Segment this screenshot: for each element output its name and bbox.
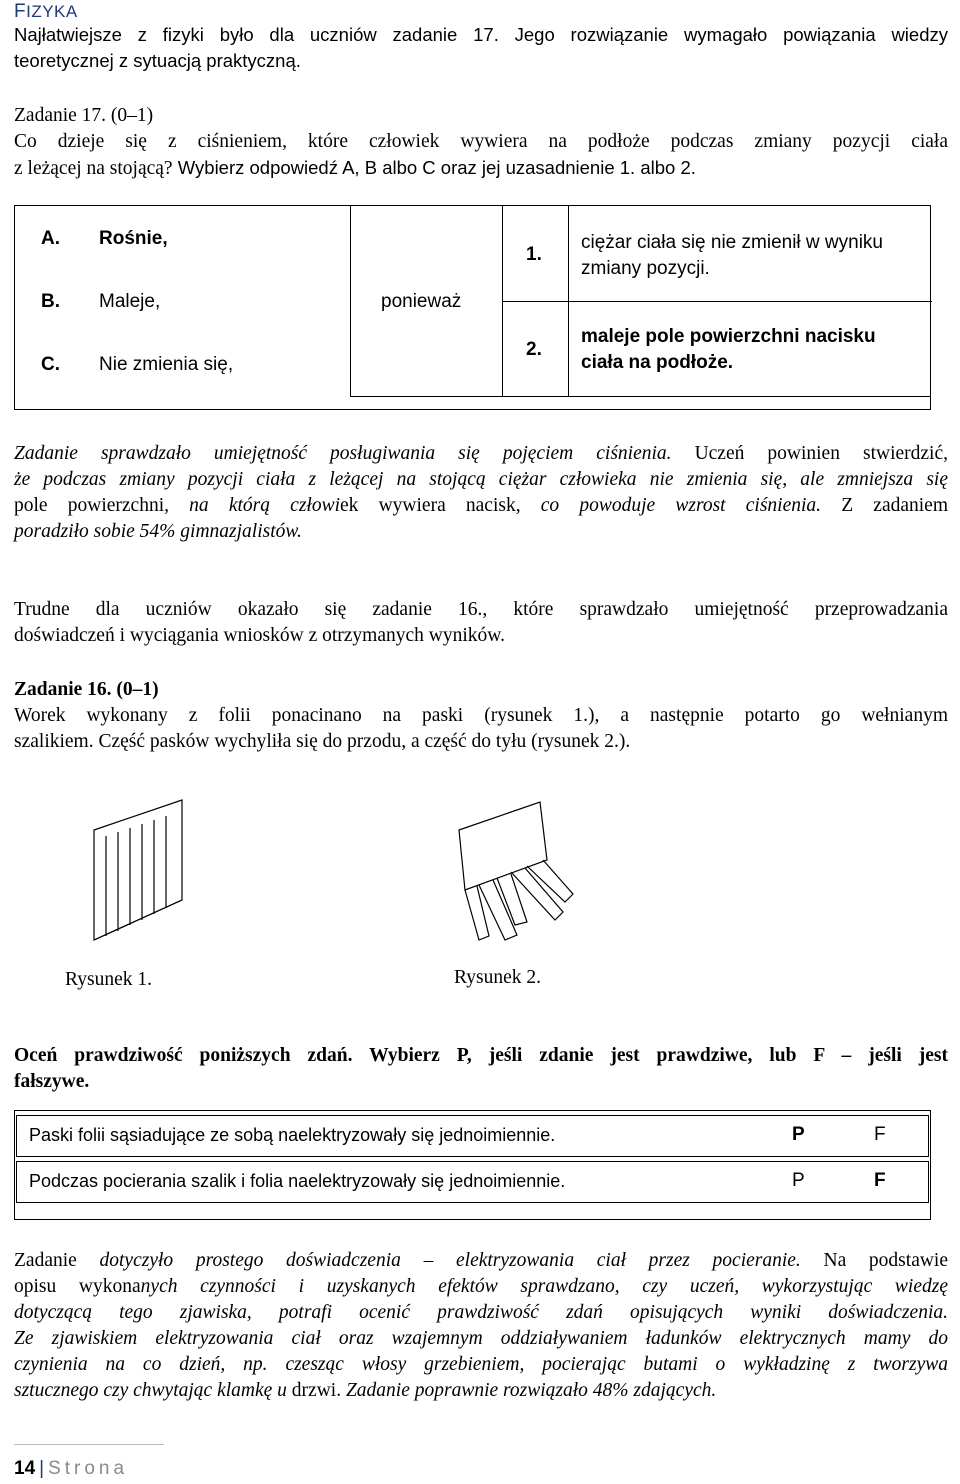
option-c-text: Nie zmienia się, [99, 354, 234, 375]
page-footer: 14 | Strona [14, 1458, 129, 1479]
intro-paragraph: Najłatwiejsze z fizyki było dla uczniów zadanie 17. Jego rozwiązanie wymagało powiązania wiedzy teoretycznej z sytuacją praktyczną. [14, 24, 948, 71]
option-a: A. [41, 228, 60, 249]
connector-label: ponieważ [381, 291, 462, 312]
statement-1-option-f[interactable]: F [874, 1124, 886, 1145]
section-header: FIZYKA [14, 1, 78, 22]
statement-1-option-p[interactable]: P [792, 1124, 805, 1145]
task17-question-line2: z leżącej na stojącą? Wybierz odpowiedź A, B albo C oraz jej uzasadnienie 1. albo 2. [14, 157, 696, 179]
task17-heading: Zadanie 17. (0–1) [14, 105, 154, 126]
reason-2-text: maleje pole powierzchni nacisku ciała na podłoże. [581, 326, 876, 373]
statement-2-option-p[interactable]: P [792, 1170, 805, 1191]
figure-2-strips [445, 790, 605, 960]
figure-2-caption: Rysunek 2. [454, 967, 541, 988]
figure-1-caption: Rysunek 1. [65, 969, 152, 990]
option-c: C. [41, 354, 60, 375]
statement-2-text: Podczas pocierania szalik i folia naelektryzowały się jednoimiennie. [29, 1171, 566, 1191]
table-divider [568, 301, 932, 302]
task16-comment: Zadanie dotyczyło prostego doświadczenia – elektryzowania ciał przez pocieranie. Na podstawie opisu wykonanych czynności i uzyskanych efektów sprawdzano, czy uczeń, wykorzystując wiedzę dotyczącą tego zjawiska, potrafi ocenić prawdziwość zdań opisujących wyniki doświadczenia. Ze zjawiskiem elektryzowania ciał oraz wzajemnym oddziaływaniem ładunków elektrycznych mamy do czynienia na co dzień, np. czesząc włosy grzebieniem, pocierając butami o wykładzinę z tworzywa sztucznego czy chwytając klamkę u drzwi. Zadanie poprawnie rozwiązało 48% zdających. [14, 1250, 948, 1401]
table-divider [350, 396, 930, 397]
reason-1-text: ciężar ciała się nie zmienił w wyniku zmiany pozycji. [581, 232, 883, 279]
figure-1-strips [80, 790, 200, 960]
reason-2-num: 2. [526, 339, 542, 360]
task17-question-line1: Co dzieje się z ciśnieniem, które człowiek wywiera na podłoże podczas zmiany pozycji ciała [14, 131, 948, 152]
option-a-text: Rośnie, [99, 228, 168, 249]
table-divider [502, 301, 568, 302]
task16-instruction: Oceń prawdziwość poniższych zdań. Wybierz P, jeśli zdanie jest prawdziwe, lub F – jeśli jest fałszywe. [14, 1045, 948, 1092]
page-number: 14 [14, 1458, 36, 1479]
true-false-table [14, 1110, 931, 1220]
footer-rule [14, 1444, 164, 1445]
statement-1-text: Paski folii sąsiadujące ze sobą naelektryzowały się jednoimiennie. [29, 1125, 556, 1145]
table-row [16, 1115, 929, 1157]
task16-intro: Trudne dla uczniów okazało się zadanie 16., które sprawdzało umiejętność przeprowadzania doświadczeń i wyciągania wniosków z otrzymanych wyników. [14, 599, 948, 646]
task17-comment: Zadanie sprawdzało umiejętność posługiwania się pojęciem ciśnienia. Uczeń powinien stwierdzić, że podczas zmiany pozycji ciała z leżącej na stojącą ciężar człowieka nie zmienia się, ale zmniejsza się pole powierzchni, na którą człowiek wywiera nacisk, co powoduje wzrost ciśnienia. Z zadaniem poradziło sobie 54% gimnazjalistów. [14, 443, 948, 542]
reason-1-num: 1. [526, 244, 542, 265]
task16-heading: Zadanie 16. (0–1) [14, 679, 159, 700]
table-row [16, 1161, 929, 1203]
task16-description: Worek wykonany z folii ponacinano na paski (rysunek 1.), a następnie potarto go wełnianym szalikiem. Część pasków wychyliła się do przodu, a część do tyłu (rysunek 2.). [14, 705, 948, 752]
answer-table [14, 205, 931, 410]
option-b-text: Maleje, [99, 291, 161, 312]
option-b: B. [41, 291, 60, 312]
statement-2-option-f[interactable]: F [874, 1170, 886, 1191]
